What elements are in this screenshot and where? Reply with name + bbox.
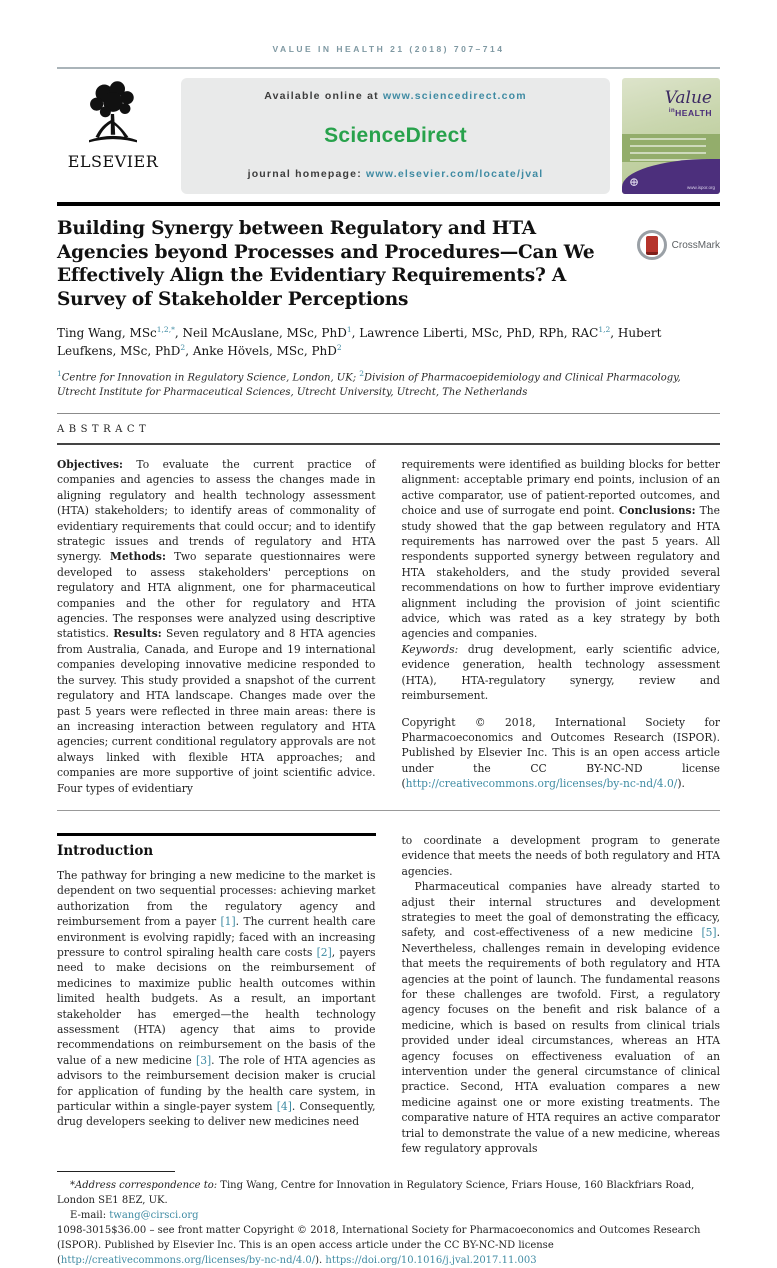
cover-title-health: $^{in}$HEALTH <box>668 108 712 118</box>
journal-cover-thumbnail[interactable] <box>622 78 720 194</box>
text-segment: Ting Wang, MSc <box>57 325 157 340</box>
reference-citation[interactable]: [4] <box>276 1100 292 1114</box>
text-segment: . Nevertheless, challenges remain in developing evidence that meets the requirements of both regulatory and HTA agencies at the point of launch. The fundamental reasons for these challenges are twofold. First, a regulatory agency focuses on the benefit and risk balance of a medicine, which is based on results from clinical trials provided under ideal circumstances, whereas an HTA agency focuses on effectiveness evaluation of an intervention under the general circumstance of clinical practice. Second, HTA evaluation compares a new medicine against one or more existing treatments. The comparative nature of HTA requires an active comparator trial to demonstrate the value of a new medicine, whereas few regulatory approvals <box>401 926 720 1156</box>
elsevier-wordmark: ELSEVIER <box>67 152 159 171</box>
intro-paragraph-1 <box>57 868 376 1130</box>
text-segment: The pathway for bringing a new medicine to the market is dependent on two sequential processes: achieving market authorization from the regulatory agency and reimbursement from a payer <box>57 868 376 929</box>
correspondence-footnote <box>57 1178 720 1208</box>
text-segment: Methods: <box>109 550 166 564</box>
divider <box>57 67 720 69</box>
elsevier-tree-icon <box>80 78 146 150</box>
link[interactable]: twang@cirsci.org <box>109 1210 199 1222</box>
text-segment: , Neil McAuslane, MSc, PhD <box>174 325 347 340</box>
text-segment: * <box>70 1180 75 1192</box>
cover-article-list <box>622 134 720 162</box>
text-segment: to coordinate a development program to generate evidence that meets the needs of both regulatory and HTA agencies. <box>401 833 720 878</box>
journal-homepage-line <box>189 168 602 180</box>
text-segment: . The role of HTA agencies as advisors to the reimbursement decision maker is crucial for application of funding by the health care system, in particular within a single-payer system <box>57 1053 376 1114</box>
text-segment: , Anke Hövels, MSc, PhD <box>185 343 337 358</box>
crossmark-badge[interactable] <box>637 217 720 263</box>
section-rule <box>57 833 376 836</box>
reference-citation[interactable]: [2] <box>316 945 332 959</box>
elsevier-logo[interactable] <box>57 78 169 194</box>
text-segment: To evaluate the current practice of companies and agencies to assess the changes made in aligning regulatory and health technology assessment (HTA) stakeholders; to identify areas of commonality of evidentiary requirements that could occur; and to identify strategic issues and trends of regulatory and HTA synergy. <box>57 458 376 564</box>
crossmark-icon <box>637 230 667 260</box>
available-online-line <box>189 90 602 102</box>
superscript: 2 <box>336 342 342 352</box>
text-segment: , Lawrence Liberti, MSc, PhD, RPh, RAC <box>351 325 599 340</box>
text-segment: Objectives: <box>57 458 123 472</box>
footnote-rule <box>57 1171 175 1172</box>
cover-website: www.ispor.org <box>686 185 715 190</box>
journal-header <box>57 78 720 194</box>
intro-paragraph-1-continued <box>402 833 721 879</box>
sciencedirect-link[interactable]: www.sciencedirect.com <box>382 90 527 102</box>
text-segment: Copyright © 2018, International Society for Pharmacoeconomics and Outcomes Research (ISPOR). Published by Elsevier Inc. This is an open access article under the CC BY-NC-ND license ( <box>401 715 720 791</box>
journal-homepage-link[interactable]: www.elsevier.com/locate/jval <box>366 168 544 180</box>
divider <box>57 810 720 811</box>
footnote-block <box>57 1171 720 1268</box>
link[interactable]: http://creativecommons.org/licenses/by-nc-nd/4.0/ <box>60 1255 316 1267</box>
email-line <box>57 1208 720 1223</box>
text-segment: E-mail: <box>70 1210 110 1222</box>
keywords <box>402 642 721 704</box>
section-heading-introduction: Introduction <box>57 842 154 859</box>
cover-title-value: Value <box>664 88 712 108</box>
superscript: 2 <box>180 342 186 352</box>
text-segment: Results: <box>113 627 162 641</box>
superscript: 1 <box>57 368 62 378</box>
text-segment: Keywords: <box>401 642 459 656</box>
text-segment: Ting Wang, Centre for Innovation in Regulatory Science, Friars House, 160 Blackfriars Road, London SE1 8EZ, UK. <box>57 1180 695 1207</box>
superscript: 2 <box>359 368 365 378</box>
text-segment: , payers need to make decisions on the reimbursement of medicines to maximize public health outcomes within limited health budgets. As a result, an important stakeholder has emerged—the health technology assessment (HTA) agency that aims to provide recommendations on reimbursement on the basis of the value of a new medicine <box>57 945 376 1067</box>
divider <box>57 413 720 414</box>
author-list <box>57 324 720 360</box>
sciencedirect-logo[interactable]: ScienceDirect <box>324 124 467 147</box>
globe-icon: ⊕ <box>629 175 640 189</box>
reference-citation[interactable]: [3] <box>196 1053 212 1067</box>
superscript: 1,2,* <box>156 324 175 334</box>
article-body <box>57 833 720 1157</box>
text-segment: , Hubert Leufkens, MSc, PhD <box>57 325 662 358</box>
superscript: 1 <box>346 324 352 334</box>
legal-line <box>57 1223 720 1268</box>
text-segment: ). <box>315 1255 326 1267</box>
text-segment: Address correspondence to: <box>75 1180 218 1192</box>
homepage-label: journal homepage: <box>247 168 367 180</box>
journal-info-box <box>181 78 610 194</box>
text-segment: Conclusions: <box>618 504 696 518</box>
abstract-right-column <box>402 457 721 642</box>
copyright-notice <box>402 715 721 792</box>
divider <box>57 443 720 445</box>
text-segment: Division of Pharmacoepidemiology and Clinical Pharmacology, Utrecht Institute for Pharmaceutical Sciences, Utrecht University, Utrecht, The Netherlands <box>57 372 681 398</box>
abstract-left-column <box>57 457 376 796</box>
crossmark-label: CrossMark <box>671 239 720 251</box>
text-segment: Pharmaceutical companies have already started to adjust their internal structures and development strategies to meet the goal of demonstrating the efficacy, safety, and cost-effectiveness of a new medicine <box>401 880 720 940</box>
link[interactable]: https://doi.org/10.1016/j.jval.2017.11.003 <box>325 1255 537 1267</box>
available-online-label: Available online at <box>264 90 383 102</box>
journal-reference: VALUE IN HEALTH 21 (2018) 707–714 <box>272 44 505 54</box>
text-segment: The study showed that the gap between regulatory and HTA requirements has narrowed over the past 5 years. All respondents supported synergy between regulatory and HTA stakeholders, and the study provided several recommendations on how to further improve evidentiary alignment including the provision of joint scientific advice, which was rated as a key strategy by both agencies and companies. <box>401 504 721 641</box>
text-segment: drug development, early scientific advice, evidence generation, health technology assessment (HTA), HTA-regulatory synergy, review and reimbursement. <box>401 642 720 703</box>
text-segment: Seven regulatory and 8 HTA agencies from Australia, Canada, and Europe and 19 international companies developing innovative medicine responded to the survey. This study provided a snapshot of the current regulatory and HTA landscape. Changes made over the past 5 years were reflected in three main areas: there is an increasing interaction between regulatory and HTA agencies; current conditional regulatory approvals are not always linked with flexible HTA approaches; and companies are more supportive of joint scientific advice. Four types of evidentiary <box>57 627 376 795</box>
text-segment: Centre for Innovation in Regulatory Science, London, UK; <box>61 372 360 384</box>
text-segment: . The current health care environment is evolving rapidly; faced with an increasing pressure to control spiraling health care costs <box>57 915 376 959</box>
text-segment: requirements were identified as building blocks for better alignment: acceptable primary end points, inclusion of an active comparator, use of patient-reported outcomes, and choice and use of surrogate end point. <box>401 458 720 518</box>
text-segment: 1098-3015$36.00 – see front matter Copyright © 2018, International Society for Pharmacoeconomics and Outcomes Research (ISPOR). Published by Elsevier Inc. This is an open access article under the CC BY-NC-ND license ( <box>57 1225 701 1267</box>
text-segment: . Consequently, drug developers seeking to deliver new medicines need <box>57 1100 376 1129</box>
intro-paragraph-2 <box>402 879 721 1156</box>
abstract-section <box>57 457 720 796</box>
text-segment: ). <box>677 777 685 791</box>
article-title: Building Synergy between Regulatory and HTA Agencies beyond Processes and Procedures—Can We Effectively Align the Evidentiary Requirements? A Survey of Stakeholder Perceptions <box>57 218 595 311</box>
text-segment: Two separate questionnaires were developed to assess stakeholders' perceptions on regulatory and HTA alignment, one for pharmaceutical companies and the other for regulatory and HTA agencies. The responses were analyzed using descriptive statistics. <box>57 550 376 641</box>
reference-citation[interactable]: [5] <box>701 926 717 940</box>
divider <box>57 202 720 206</box>
affiliations <box>57 369 720 400</box>
abstract-heading: ABSTRACT <box>57 424 151 436</box>
reference-citation[interactable]: [1] <box>220 915 236 929</box>
superscript: 1,2 <box>598 324 611 334</box>
link[interactable]: http://creativecommons.org/licenses/by-nc-nd/4.0/ <box>405 777 678 791</box>
